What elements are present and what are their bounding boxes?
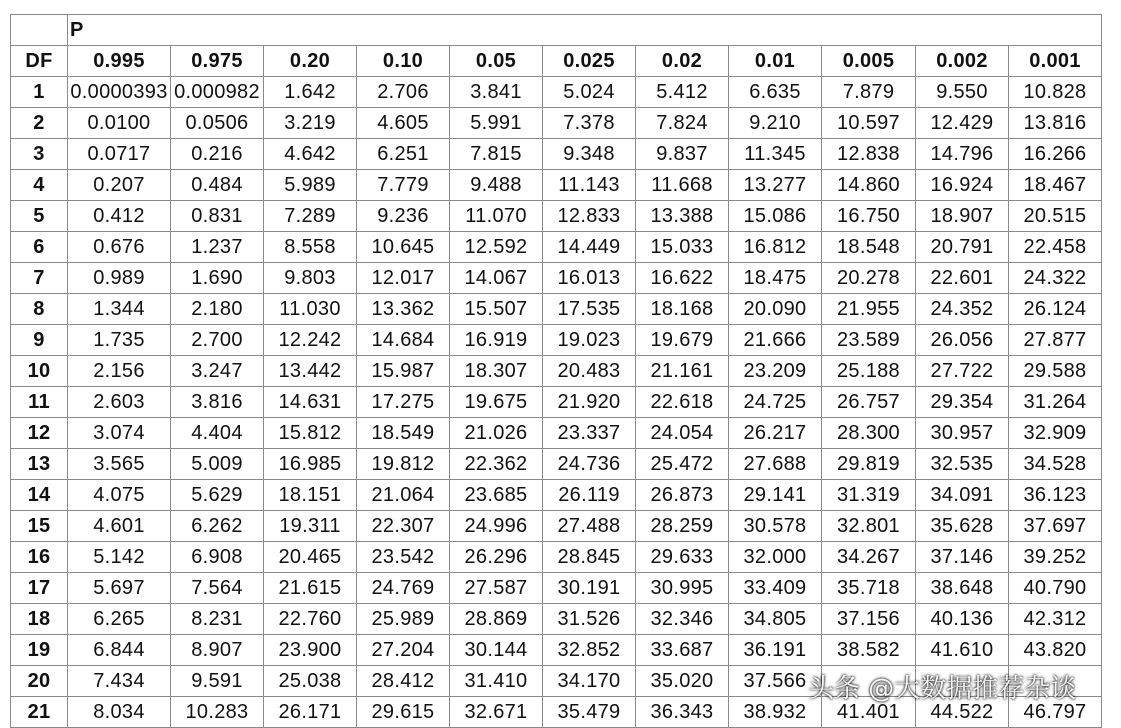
table-row <box>11 542 1102 573</box>
value-cell: 5.024 <box>543 77 636 108</box>
value-cell: 15.086 <box>729 201 822 232</box>
p-value-header: 0.005 <box>822 46 916 77</box>
value-cell: 26.119 <box>543 480 636 511</box>
value-cell: 9.236 <box>357 201 450 232</box>
value-cell: 26.124 <box>1009 294 1102 325</box>
value-cell: 30.578 <box>729 511 822 542</box>
value-cell: 15.033 <box>636 232 729 263</box>
value-cell: 44.522 <box>916 697 1009 728</box>
value-cell: 23.209 <box>729 356 822 387</box>
value-cell: 29.819 <box>822 449 916 480</box>
value-cell: 29.141 <box>729 480 822 511</box>
value-cell: 11.668 <box>636 170 729 201</box>
value-cell: 20.791 <box>916 232 1009 263</box>
value-cell: 23.685 <box>450 480 543 511</box>
value-cell: 28.300 <box>822 418 916 449</box>
value-cell: 26.056 <box>916 325 1009 356</box>
value-cell: 19.675 <box>450 387 543 418</box>
value-cell: 36.343 <box>636 697 729 728</box>
value-cell: 0.0506 <box>171 108 264 139</box>
value-cell: 8.558 <box>264 232 357 263</box>
value-cell: 7.779 <box>357 170 450 201</box>
value-cell: 11.070 <box>450 201 543 232</box>
value-cell: 24.769 <box>357 573 450 604</box>
value-cell: 3.816 <box>171 387 264 418</box>
value-cell: 7.434 <box>68 666 171 697</box>
value-cell: 22.601 <box>916 263 1009 294</box>
value-cell: 38.648 <box>916 573 1009 604</box>
table-row <box>11 418 1102 449</box>
value-cell: 7.289 <box>264 201 357 232</box>
value-cell: 28.845 <box>543 542 636 573</box>
value-cell: 19.023 <box>543 325 636 356</box>
value-cell: 24.736 <box>543 449 636 480</box>
value-cell: 32.909 <box>1009 418 1102 449</box>
value-cell: 29.633 <box>636 542 729 573</box>
value-cell: 23.337 <box>543 418 636 449</box>
value-cell: 20.465 <box>264 542 357 573</box>
value-cell: 12.242 <box>264 325 357 356</box>
value-cell: 11.345 <box>729 139 822 170</box>
value-cell: 9.803 <box>264 263 357 294</box>
value-cell: 3.074 <box>68 418 171 449</box>
value-cell: 7.378 <box>543 108 636 139</box>
value-cell: 34.528 <box>1009 449 1102 480</box>
value-cell: 15.987 <box>357 356 450 387</box>
value-cell: 27.587 <box>450 573 543 604</box>
value-cell: 27.722 <box>916 356 1009 387</box>
value-cell: 0.412 <box>68 201 171 232</box>
p-value-header: 0.002 <box>916 46 1009 77</box>
table-row <box>11 108 1102 139</box>
value-cell: 20.515 <box>1009 201 1102 232</box>
value-cell: 9.348 <box>543 139 636 170</box>
value-cell: 0.0000393 <box>68 77 171 108</box>
value-cell: 31.410 <box>450 666 543 697</box>
value-cell: 2.700 <box>171 325 264 356</box>
value-cell: 37.156 <box>822 604 916 635</box>
value-cell: 17.535 <box>543 294 636 325</box>
value-cell: 36.123 <box>1009 480 1102 511</box>
value-cell: 29.615 <box>357 697 450 728</box>
p-value-header: 0.05 <box>450 46 543 77</box>
p-label: P <box>68 15 1102 46</box>
value-cell: 1.344 <box>68 294 171 325</box>
value-cell: 5.629 <box>171 480 264 511</box>
p-value-header: 0.001 <box>1009 46 1102 77</box>
value-cell: 32.801 <box>822 511 916 542</box>
value-cell: 21.615 <box>264 573 357 604</box>
value-cell: 25.472 <box>636 449 729 480</box>
df-cell: 10 <box>11 356 68 387</box>
value-cell: 2.603 <box>68 387 171 418</box>
value-cell: 27.488 <box>543 511 636 542</box>
value-cell: 18.549 <box>357 418 450 449</box>
value-cell: 0.207 <box>68 170 171 201</box>
df-cell: 19 <box>11 635 68 666</box>
value-cell: 8.907 <box>171 635 264 666</box>
value-cell: 14.449 <box>543 232 636 263</box>
value-cell: 21.161 <box>636 356 729 387</box>
value-cell: 30.191 <box>543 573 636 604</box>
p-value-header: 0.02 <box>636 46 729 77</box>
df-cell: 20 <box>11 666 68 697</box>
value-cell: 10.597 <box>822 108 916 139</box>
value-cell: 13.816 <box>1009 108 1102 139</box>
p-value-header: 0.20 <box>264 46 357 77</box>
table-row <box>11 77 1102 108</box>
value-cell: 16.924 <box>916 170 1009 201</box>
value-cell: 0.989 <box>68 263 171 294</box>
df-cell: 5 <box>11 201 68 232</box>
value-cell: 38.582 <box>822 635 916 666</box>
value-cell: 35.718 <box>822 573 916 604</box>
value-cell: 26.296 <box>450 542 543 573</box>
value-cell: 35.628 <box>916 511 1009 542</box>
value-cell: 32.346 <box>636 604 729 635</box>
value-cell: 18.467 <box>1009 170 1102 201</box>
value-cell: 21.920 <box>543 387 636 418</box>
p-label-row <box>11 15 1102 46</box>
value-cell: 5.989 <box>264 170 357 201</box>
value-cell: 9.591 <box>171 666 264 697</box>
value-cell: 43.820 <box>1009 635 1102 666</box>
value-cell: 12.429 <box>916 108 1009 139</box>
value-cell: 23.589 <box>822 325 916 356</box>
value-cell: 6.265 <box>68 604 171 635</box>
value-cell: 6.908 <box>171 542 264 573</box>
table-row <box>11 573 1102 604</box>
value-cell: 19.679 <box>636 325 729 356</box>
value-cell: 20.090 <box>729 294 822 325</box>
value-cell: 18.548 <box>822 232 916 263</box>
value-cell: 32.671 <box>450 697 543 728</box>
df-cell: 13 <box>11 449 68 480</box>
value-cell: 21.666 <box>729 325 822 356</box>
value-cell: 3.841 <box>450 77 543 108</box>
df-cell: 12 <box>11 418 68 449</box>
value-cell: 9.837 <box>636 139 729 170</box>
value-cell: 27.877 <box>1009 325 1102 356</box>
value-cell: 41.610 <box>916 635 1009 666</box>
value-cell: 1.690 <box>171 263 264 294</box>
df-cell: 18 <box>11 604 68 635</box>
value-cell: 3.247 <box>171 356 264 387</box>
value-cell: 17.275 <box>357 387 450 418</box>
table-row <box>11 511 1102 542</box>
value-cell: 0.0717 <box>68 139 171 170</box>
value-cell: 4.075 <box>68 480 171 511</box>
value-cell: 18.168 <box>636 294 729 325</box>
value-cell: 5.412 <box>636 77 729 108</box>
table-row <box>11 232 1102 263</box>
watermark: 头条 @大数据推荐杂谈 <box>808 674 1077 704</box>
value-cell: 18.151 <box>264 480 357 511</box>
value-cell: 13.277 <box>729 170 822 201</box>
value-cell: 21.955 <box>822 294 916 325</box>
value-cell: 33.687 <box>636 635 729 666</box>
value-cell: 13.362 <box>357 294 450 325</box>
p-value-header: 0.975 <box>171 46 264 77</box>
value-cell: 22.307 <box>357 511 450 542</box>
df-cell: 7 <box>11 263 68 294</box>
df-cell: 17 <box>11 573 68 604</box>
value-cell: 28.412 <box>357 666 450 697</box>
corner-cell <box>11 15 68 46</box>
table-body <box>11 77 1102 728</box>
value-cell: 0.0100 <box>68 108 171 139</box>
value-cell: 29.354 <box>916 387 1009 418</box>
value-cell: 2.156 <box>68 356 171 387</box>
value-cell: 33.409 <box>729 573 822 604</box>
table-row <box>11 201 1102 232</box>
value-cell: 16.013 <box>543 263 636 294</box>
value-cell: 9.210 <box>729 108 822 139</box>
value-cell: 9.550 <box>916 77 1009 108</box>
value-cell: 11.030 <box>264 294 357 325</box>
value-cell: 0.676 <box>68 232 171 263</box>
value-cell: 14.067 <box>450 263 543 294</box>
value-cell: 34.091 <box>916 480 1009 511</box>
value-cell: 27.688 <box>729 449 822 480</box>
value-cell: 8.034 <box>68 697 171 728</box>
value-cell: 12.592 <box>450 232 543 263</box>
value-cell: 26.873 <box>636 480 729 511</box>
value-cell: 22.458 <box>1009 232 1102 263</box>
table-row <box>11 480 1102 511</box>
value-cell: 6.262 <box>171 511 264 542</box>
value-cell: 21.064 <box>357 480 450 511</box>
value-cell: 6.251 <box>357 139 450 170</box>
value-cell: 4.605 <box>357 108 450 139</box>
value-cell: 19.812 <box>357 449 450 480</box>
value-cell: 3.219 <box>264 108 357 139</box>
p-value-header: 0.01 <box>729 46 822 77</box>
value-cell: 18.475 <box>729 263 822 294</box>
value-cell: 22.618 <box>636 387 729 418</box>
df-cell: 11 <box>11 387 68 418</box>
value-cell: 20.278 <box>822 263 916 294</box>
value-cell: 29.588 <box>1009 356 1102 387</box>
value-cell: 14.860 <box>822 170 916 201</box>
p-value-header: 0.10 <box>357 46 450 77</box>
chi-square-table <box>10 14 1102 728</box>
value-cell: 7.564 <box>171 573 264 604</box>
value-cell: 10.645 <box>357 232 450 263</box>
value-cell: 23.542 <box>357 542 450 573</box>
df-cell: 8 <box>11 294 68 325</box>
table-row <box>11 449 1102 480</box>
value-cell: 32.000 <box>729 542 822 573</box>
value-cell: 10.283 <box>171 697 264 728</box>
df-cell: 15 <box>11 511 68 542</box>
p-value-header: 0.995 <box>68 46 171 77</box>
value-cell: 19.311 <box>264 511 357 542</box>
value-cell: 8.231 <box>171 604 264 635</box>
df-cell: 3 <box>11 139 68 170</box>
df-cell: 1 <box>11 77 68 108</box>
value-cell: 30.144 <box>450 635 543 666</box>
value-cell: 24.352 <box>916 294 1009 325</box>
value-cell: 13.442 <box>264 356 357 387</box>
value-cell: 16.622 <box>636 263 729 294</box>
value-cell: 14.684 <box>357 325 450 356</box>
value-cell: 27.204 <box>357 635 450 666</box>
value-cell: 37.146 <box>916 542 1009 573</box>
value-cell: 16.266 <box>1009 139 1102 170</box>
value-cell: 0.831 <box>171 201 264 232</box>
table-row <box>11 604 1102 635</box>
value-cell: 32.852 <box>543 635 636 666</box>
p-value-header: 0.025 <box>543 46 636 77</box>
value-cell: 40.136 <box>916 604 1009 635</box>
value-cell: 18.307 <box>450 356 543 387</box>
value-cell: 0.216 <box>171 139 264 170</box>
table-row <box>11 263 1102 294</box>
value-cell: 41.401 <box>822 697 916 728</box>
value-cell: 7.815 <box>450 139 543 170</box>
df-cell: 16 <box>11 542 68 573</box>
value-cell: 46.797 <box>1009 697 1102 728</box>
value-cell: 24.322 <box>1009 263 1102 294</box>
table-row <box>11 139 1102 170</box>
value-cell: 15.812 <box>264 418 357 449</box>
value-cell: 3.565 <box>68 449 171 480</box>
value-cell: 12.833 <box>543 201 636 232</box>
value-cell: 31.319 <box>822 480 916 511</box>
value-cell: 0.000982 <box>171 77 264 108</box>
value-cell: 24.054 <box>636 418 729 449</box>
value-cell: 24.725 <box>729 387 822 418</box>
table-row <box>11 356 1102 387</box>
value-cell: 16.812 <box>729 232 822 263</box>
value-cell: 20.483 <box>543 356 636 387</box>
value-cell: 12.838 <box>822 139 916 170</box>
value-cell: 34.170 <box>543 666 636 697</box>
value-cell: 7.824 <box>636 108 729 139</box>
value-cell: 26.171 <box>264 697 357 728</box>
value-cell: 4.601 <box>68 511 171 542</box>
value-cell: 25.989 <box>357 604 450 635</box>
value-cell: 15.507 <box>450 294 543 325</box>
table-row <box>11 325 1102 356</box>
value-cell: 31.526 <box>543 604 636 635</box>
value-cell: 14.796 <box>916 139 1009 170</box>
value-cell: 28.869 <box>450 604 543 635</box>
value-cell: 4.404 <box>171 418 264 449</box>
value-cell: 6.844 <box>68 635 171 666</box>
value-cell: 16.985 <box>264 449 357 480</box>
table-row <box>11 387 1102 418</box>
value-cell: 1.237 <box>171 232 264 263</box>
value-cell: 37.566 <box>729 666 822 697</box>
value-cell: 30.995 <box>636 573 729 604</box>
value-cell: 2.180 <box>171 294 264 325</box>
value-cell: 34.805 <box>729 604 822 635</box>
value-cell: 5.009 <box>171 449 264 480</box>
value-cell: 7.879 <box>822 77 916 108</box>
value-cell: 13.388 <box>636 201 729 232</box>
value-cell: 23.900 <box>264 635 357 666</box>
value-cell: 4.642 <box>264 139 357 170</box>
value-cell: 36.191 <box>729 635 822 666</box>
value-cell: 2.706 <box>357 77 450 108</box>
value-cell: 0.484 <box>171 170 264 201</box>
value-cell: 28.259 <box>636 511 729 542</box>
value-cell: 24.996 <box>450 511 543 542</box>
value-cell: 25.188 <box>822 356 916 387</box>
value-cell: 25.038 <box>264 666 357 697</box>
value-cell: 35.479 <box>543 697 636 728</box>
value-cell: 16.919 <box>450 325 543 356</box>
value-cell: 32.535 <box>916 449 1009 480</box>
df-cell: 2 <box>11 108 68 139</box>
value-cell: 6.635 <box>729 77 822 108</box>
value-cell: 38.932 <box>729 697 822 728</box>
value-cell: 5.142 <box>68 542 171 573</box>
value-cell: 39.252 <box>1009 542 1102 573</box>
value-cell: 37.697 <box>1009 511 1102 542</box>
df-cell: 6 <box>11 232 68 263</box>
value-cell: 30.957 <box>916 418 1009 449</box>
value-cell: 40.790 <box>1009 573 1102 604</box>
value-cell: 26.217 <box>729 418 822 449</box>
df-cell: 21 <box>11 697 68 728</box>
table-row <box>11 294 1102 325</box>
value-cell: 14.631 <box>264 387 357 418</box>
table-row <box>11 635 1102 666</box>
value-cell: 10.828 <box>1009 77 1102 108</box>
value-cell: 9.488 <box>450 170 543 201</box>
value-cell: 22.760 <box>264 604 357 635</box>
value-cell: 31.264 <box>1009 387 1102 418</box>
df-cell: 4 <box>11 170 68 201</box>
table-row <box>11 170 1102 201</box>
value-cell: 12.017 <box>357 263 450 294</box>
df-header: DF <box>11 46 68 77</box>
value-cell: 34.267 <box>822 542 916 573</box>
value-cell: 16.750 <box>822 201 916 232</box>
value-cell: 11.143 <box>543 170 636 201</box>
df-cell: 14 <box>11 480 68 511</box>
header-row <box>11 46 1102 77</box>
value-cell: 1.642 <box>264 77 357 108</box>
value-cell: 5.991 <box>450 108 543 139</box>
value-cell: 5.697 <box>68 573 171 604</box>
value-cell: 26.757 <box>822 387 916 418</box>
df-cell: 9 <box>11 325 68 356</box>
value-cell: 22.362 <box>450 449 543 480</box>
value-cell: 42.312 <box>1009 604 1102 635</box>
value-cell: 1.735 <box>68 325 171 356</box>
value-cell: 35.020 <box>636 666 729 697</box>
value-cell: 18.907 <box>916 201 1009 232</box>
value-cell: 21.026 <box>450 418 543 449</box>
